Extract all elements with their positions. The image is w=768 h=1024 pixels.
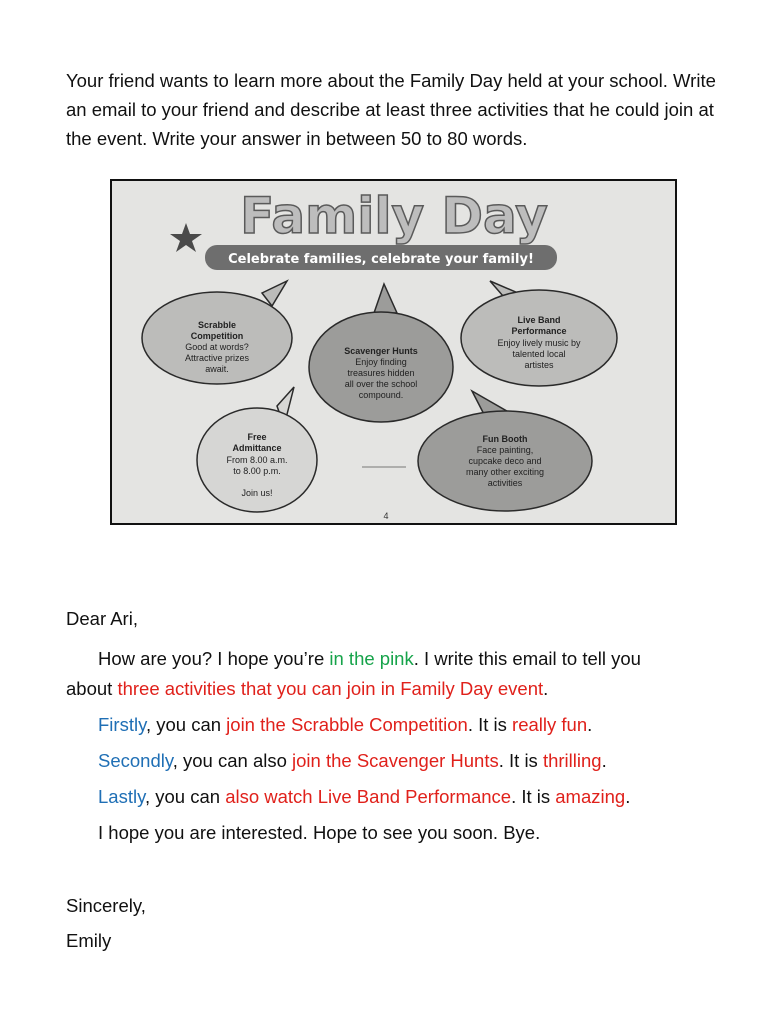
letter-paragraph-5: I hope you are interested. Hope to see you soon. Bye.: [98, 822, 541, 843]
svg-text:Competition: Competition: [190, 331, 244, 341]
svg-text:Face painting,: Face painting,: [476, 445, 534, 455]
poster-title: Family Day: [240, 187, 548, 245]
svg-text:artistes: artistes: [524, 360, 554, 370]
svg-text:activities: activities: [487, 478, 523, 488]
svg-text:Good at words?: Good at words?: [185, 342, 249, 352]
letter-paragraph-4: Lastly, you can also watch Live Band Performance. It is amazing.: [98, 786, 631, 807]
svg-text:Admittance: Admittance: [232, 443, 282, 453]
svg-text:treasures hidden: treasures hidden: [347, 368, 415, 378]
poster-page-number: 4: [383, 511, 389, 521]
assignment-prompt: Your friend wants to learn more about the Family Day held at your school. Write an email to your friend and describe at least three activities that he could join at the event. Write your answer in between 50 to 80 words.: [66, 70, 716, 149]
svg-text:Free: Free: [247, 432, 267, 442]
svg-text:Enjoy finding: Enjoy finding: [355, 357, 407, 367]
svg-text:all over the school: all over the school: [344, 379, 418, 389]
svg-text:From 8.00 a.m.: From 8.00 a.m.: [226, 455, 288, 465]
letter-paragraph-3: Secondly, you can also join the Scavenger Hunts. It is thrilling.: [98, 750, 607, 771]
family-day-poster: [110, 179, 677, 525]
letter-paragraph-1-line-1: How are you? I hope you’re in the pink. I write this email to tell you: [98, 648, 641, 669]
svg-text:await.: await.: [205, 364, 229, 374]
svg-text:Attractive prizes: Attractive prizes: [184, 353, 250, 363]
svg-text:Enjoy lively music by: Enjoy lively music by: [497, 338, 581, 348]
svg-text:compound.: compound.: [358, 390, 404, 400]
svg-text:Join us!: Join us!: [241, 488, 273, 498]
svg-text:to 8.00 p.m.: to 8.00 p.m.: [233, 466, 281, 476]
svg-text:Live Band: Live Band: [517, 315, 561, 325]
svg-text:many other exciting: many other exciting: [465, 467, 545, 477]
svg-text:Fun Booth: Fun Booth: [482, 434, 528, 444]
svg-text:talented local: talented local: [512, 349, 566, 359]
svg-text:Scrabble: Scrabble: [197, 320, 237, 330]
poster-tagline: Celebrate families, celebrate your family!: [228, 252, 534, 267]
svg-text:Scavenger Hunts: Scavenger Hunts: [344, 346, 418, 356]
letter-signature: Emily: [66, 930, 112, 951]
letter-paragraph-2: Firstly, you can join the Scrabble Competition. It is really fun.: [98, 714, 593, 735]
svg-text:Performance: Performance: [511, 326, 567, 336]
letter-paragraph-1-line-2: about three activities that you can join in Family Day event.: [66, 678, 549, 699]
letter-closing: Sincerely,: [66, 895, 146, 916]
svg-text:cupcake deco and: cupcake deco and: [468, 456, 542, 466]
letter-greeting: Dear Ari,: [66, 608, 138, 629]
